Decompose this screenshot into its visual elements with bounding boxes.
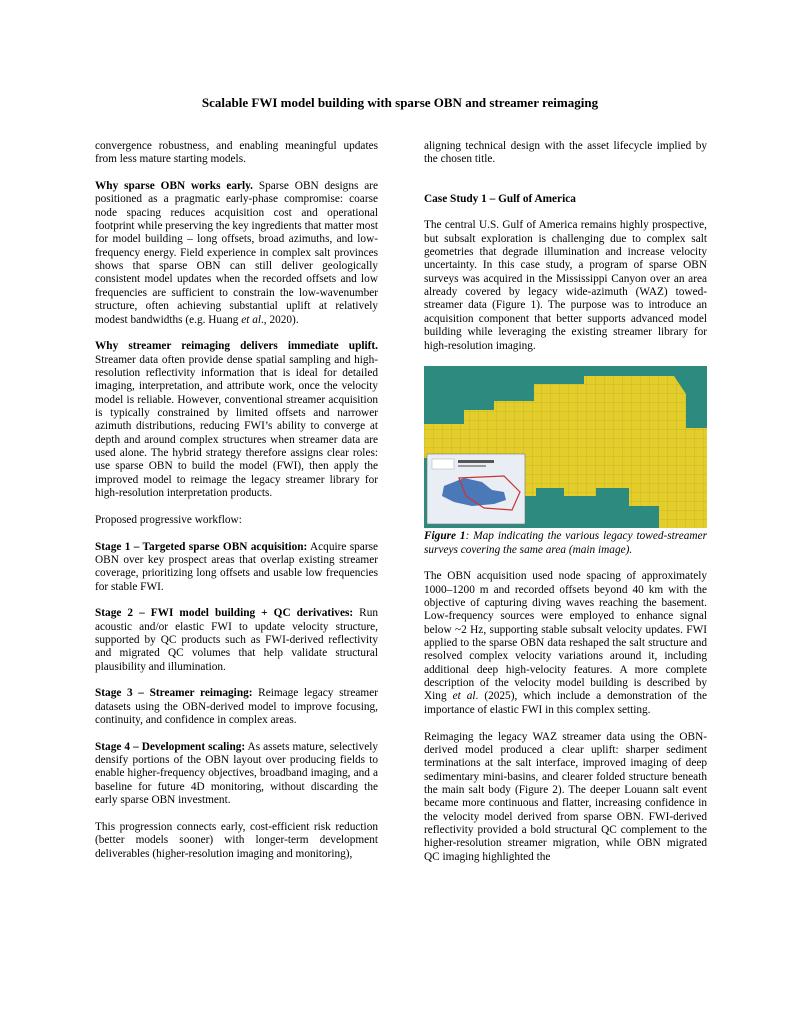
stage-3: Stage 3 – Streamer reimaging: Reimage legacy streamer datasets using the OBN-derived model to improve focusing, continuity, and confidence in complex areas.: [95, 687, 378, 727]
figure-1-caption: Figure 1: Map indicating the various legacy towed-streamer surveys covering the same area (main image).: [424, 530, 707, 556]
inset-map: [427, 454, 525, 524]
paragraph: The OBN acquisition used node spacing of approximately 1000–1200 m and recorded offsets beyond 40 km with the objective of capturing diving waves reaching the basement. Low-frequency sources were employed to enhance signal below ~2 Hz, supporting stable subsalt velocity updates. FWI applied to the sparse OBN data reshaped the salt structure and resolved complex velocity variations around it, including additional deep high-velocity features. A more complete description of the velocity model building is described by Xing et al. (2025), which include a demonstration of the importance of elastic FWI in this complex setting.: [424, 570, 707, 716]
paragraph-heading: Why streamer reimaging delivers immediate uplift.: [95, 340, 378, 353]
paragraph: Why streamer reimaging delivers immediate uplift. Streamer data often provide dense spatial sampling and high-resolution reflectivity information that is ideal for detailed imaging, interpretation, and attribute work, once the velocity model is reliable. However, conventional streamer acquisition is typically constrained by limited offsets and narrower azimuth distributions, reducing FWI’s ability to converge at depth and around complex structures when streamer data are used alone. The hybrid strategy therefore assigns clear roles: use sparse OBN to build the model (FWI), then apply the improved model to reimage the legacy streamer library for high-resolution interpretation products.: [95, 340, 378, 500]
paper-title: Scalable FWI model building with sparse OBN and streamer reimaging: [201, 95, 599, 110]
paragraph-heading: Why sparse OBN works early.: [95, 180, 253, 193]
figure-1-map: [424, 366, 707, 528]
paragraph: Reimaging the legacy WAZ streamer data using the OBN-derived model produced a clear uplift: sharper sediment terminations at the salt interface, improved imaging of deep sedimentary mini-basins, and clearer folded structure beneath the main salt body (Figure 2). The deeper Louann salt event became more continuous and flatter, increasing confidence in the velocity model derived from sparse OBN. FWI-derived reflectivity provided a bold structural QC complement to the higher-resolution streamer migration, while OBN migrated QC imaging highlighted the: [424, 730, 707, 863]
paragraph: The central U.S. Gulf of America remains highly prospective, but subsalt exploration is challenging due to complex salt geometries that degrade illumination and increase velocity uncertainty. In this case study, a program of sparse OBN surveys was acquired in the Mississippi Canyon over an area already covered by legacy wide-azimuth (WAZ) towed-streamer data (Figure 1). The purpose was to introduce an acquisition component that better supports advanced model building while leveraging the existing streamer library for high-resolution imaging.: [424, 219, 707, 352]
right-column: [424, 140, 707, 877]
paragraph: convergence robustness, and enabling meaningful updates from less mature starting models.: [95, 140, 378, 166]
stage-4: Stage 4 – Development scaling: As assets mature, selectively densify portions of the OBN layout over producing fields to enable higher-frequency objectives, broadband imaging, and a baseline for future 4D monitoring, without discarding the early sparse OBN investment.: [95, 740, 378, 807]
left-column: [95, 140, 378, 874]
paragraph: Why sparse OBN works early. Sparse OBN designs are positioned as a pragmatic early-phase compromise: coarse node spacing reduces acquisition cost and operational footprint while preserving the key ingredients that matter most for model building – long offsets, broad azimuths, and low-frequency energy. Field experience in complex salt provinces shows that sparse OBN can still deliver geologically consistent model updates when the recorded offsets and low frequencies are sufficient to constrain the low-wavenumber structure, often achieving substantial uplift at relatively modest bandwidths (e.g. Huang et al., 2020).: [95, 180, 378, 326]
stage-1: Stage 1 – Targeted sparse OBN acquisition: Acquire sparse OBN over key prospect areas that overlap existing streamer coverage, prioritizing long offsets and usable low frequencies for stable FWI.: [95, 540, 378, 593]
paragraph: This progression connects early, cost-efficient risk reduction (better models sooner) with longer-term development deliverables (higher-resolution imaging and monitoring),: [95, 820, 378, 860]
survey-map-image: [424, 366, 707, 528]
section-heading: Case Study 1 – Gulf of America: [424, 192, 576, 205]
paragraph: Proposed progressive workflow:: [95, 513, 242, 526]
paragraph: aligning technical design with the asset lifecycle implied by the chosen title.: [424, 140, 707, 166]
stage-2: Stage 2 – FWI model building + QC derivatives: Run acoustic and/or elastic FWI to update velocity structure, supported by QC products such as FWI-derived reflectivity and migrated QC volumes that help validate structural plausibility and illumination.: [95, 607, 378, 673]
